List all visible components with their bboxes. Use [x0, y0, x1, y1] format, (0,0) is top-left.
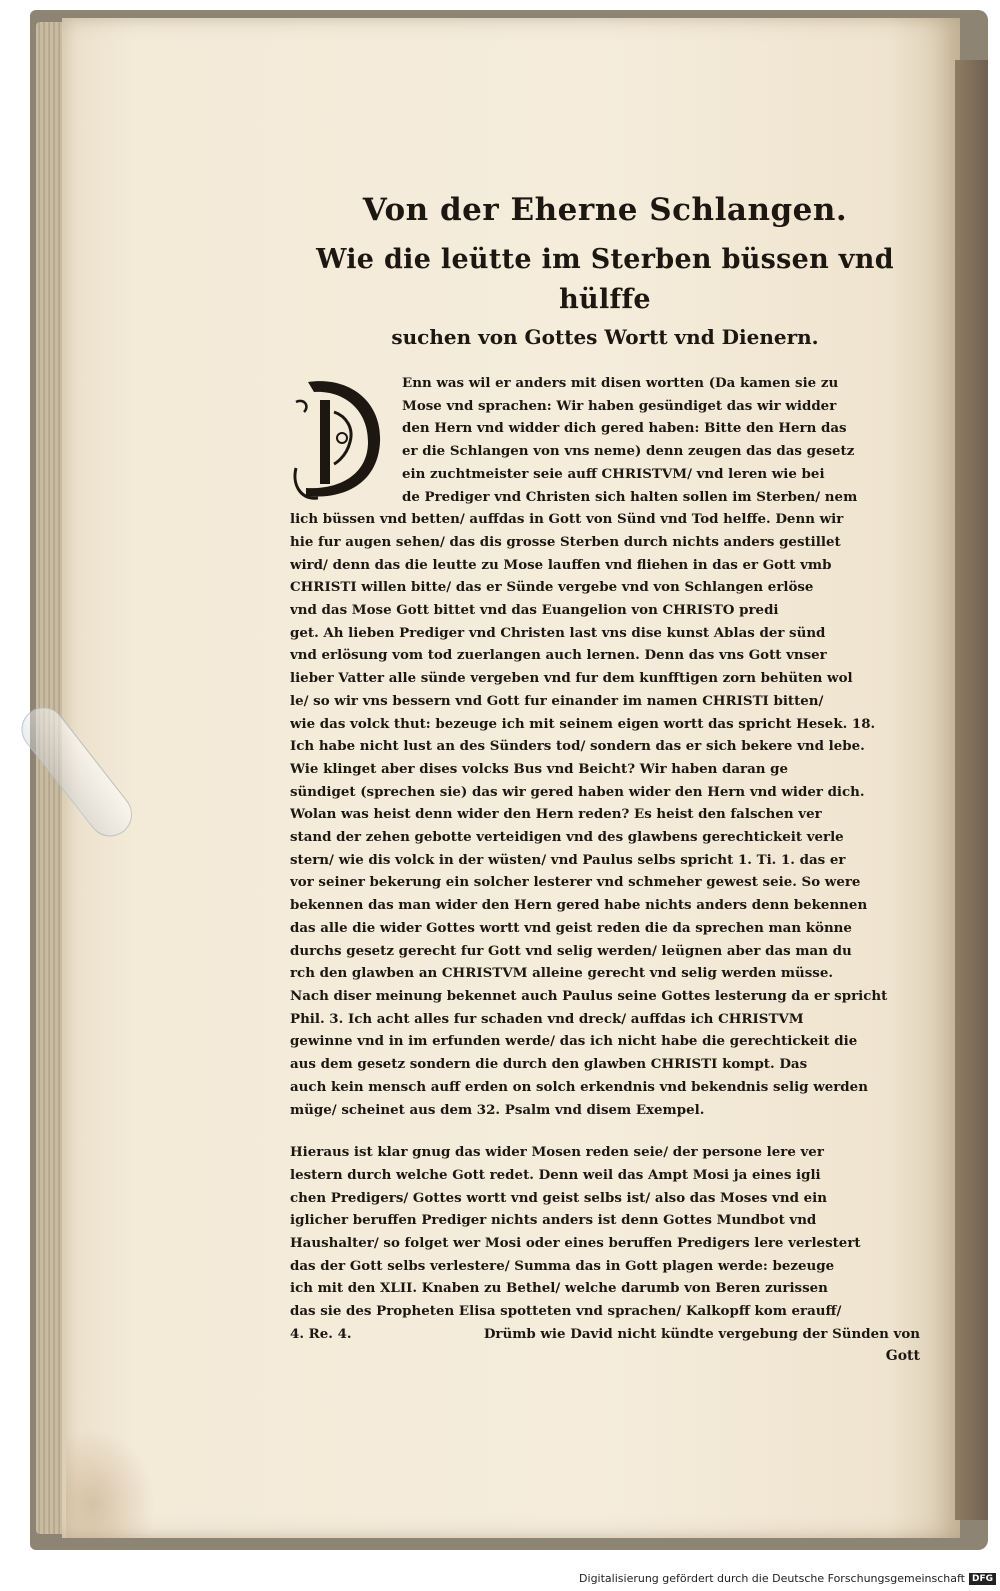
text-line: lich büssen vnd betten/ auffdas in Gott von Sünd vnd Tod helffe. Denn wir: [290, 511, 844, 528]
last-line: [290, 1323, 920, 1346]
text-line: rch den glawben an CHRISTVM alleine gerecht vnd selig werden müsse.: [290, 965, 834, 982]
paragraph-2: [290, 758, 920, 1121]
text-line: hie fur augen sehen/ das dis grosse Sterben durch nichts anders gestillet: [290, 533, 841, 550]
text-line: stern/ wie dis volck in der wüsten/ vnd Paulus selbs spricht 1. Ti. 1. das er: [290, 851, 846, 868]
text-line: den Hern vnd widder dich gered haben: Bitte den Hern das: [402, 420, 847, 437]
subtitle-line-2: suchen von Gottes Wortt vnd Dienern.: [391, 325, 819, 349]
text-line: Mose vnd sprachen: Wir haben gesündiget das wir widder: [402, 397, 837, 414]
dfg-logo-icon: DFG: [969, 1573, 996, 1585]
page-title: Von der Eherne Schlangen.: [362, 192, 848, 228]
text-line: lestern durch welche Gott redet. Denn weil das Ampt Mosi ja eines igli: [290, 1166, 821, 1183]
first-paragraph-block: [290, 372, 920, 758]
text-line: vnd erlösung vom tod zuerlangen auch lernen. Denn das vns Gott vnser: [290, 647, 827, 664]
margin-reference: 4. Re. 4.: [290, 1325, 352, 1342]
catchword: Gott: [885, 1347, 920, 1364]
text-line: er die Schlangen von vns neme) denn zeugen das das gesetz: [402, 443, 855, 460]
page-text: [290, 190, 920, 1364]
text-line: vnd das Mose Gott bittet vnd das Euangelion von CHRISTO predi: [290, 602, 779, 619]
text-line: wird/ denn das die leutte zu Mose lauffen vnd fliehen in das er Gott vmb: [290, 556, 832, 573]
text-line: ein zuchtmeister seie auff CHRISTVM/ vnd leren wie bei: [402, 465, 825, 482]
text-line: Haushalter/ so folget wer Mosi oder eines beruffen Predigers lere verlestert: [290, 1235, 861, 1252]
text-line: stand der zehen gebotte verteidigen vnd des glawbens gerechtickeit verle: [290, 829, 844, 846]
credit-text: Digitalisierung gefördert durch die Deutsche Forschungsgemeinschaft: [579, 1572, 965, 1585]
text-line: bekennen das man wider den Hern gered habe nichts anders denn bekennen: [290, 897, 868, 914]
text-line: Hieraus ist klar gnug das wider Mosen reden seie/ der persone lere ver: [290, 1144, 824, 1161]
page-stain: [66, 1428, 156, 1538]
text-line: aus dem gesetz sondern die durch den glawben CHRISTI kompt. Das: [290, 1056, 808, 1073]
drop-cap-d-icon: [290, 372, 386, 506]
text-line: gewinne vnd in im erfunden werde/ das ich nicht habe die gerechtickeit die: [290, 1033, 858, 1050]
text-line: Phil. 3. Ich acht alles fur schaden vnd dreck/ auffdas ich CHRISTVM: [290, 1010, 804, 1027]
text-line: das sie des Propheten Elisa spotteten vnd sprachen/ Kalkopff kom erauff/: [290, 1303, 842, 1320]
text-line: le/ so wir vns bessern vnd Gott fur einander im namen CHRISTI bitten/: [290, 692, 824, 709]
text-line: lieber Vatter alle sünde vergeben vnd fur dem kunfftigen zorn behüten wol: [290, 670, 853, 687]
text-line: Wolan was heist denn wider den Hern reden? Es heist den falschen ver: [290, 806, 822, 823]
text-line: iglicher beruffen Prediger nichts anders ist denn Gottes Mundbot vnd: [290, 1212, 817, 1229]
last-line-text: Drümb wie David nicht kündte vergebung der Sünden von: [483, 1325, 920, 1342]
text-line: auch kein mensch auff erden on solch erkendnis vnd bekendnis selig werden: [290, 1078, 868, 1095]
text-line: wie das volck thut: bezeuge ich mit seinem eigen wortt das spricht Hesek. 18.: [290, 715, 876, 732]
text-line: CHRISTI willen bitte/ das er Sünde vergebe vnd von Schlangen erlöse: [290, 579, 814, 596]
text-line: das alle die wider Gottes wortt vnd geist reden die da sprechen man könne: [290, 919, 852, 936]
text-line: Enn was wil er anders mit disen wortten (Da kamen sie zu: [402, 375, 839, 391]
text-line: get. Ah lieben Prediger vnd Christen last vns dise kunst Ablas der sünd: [290, 624, 826, 641]
text-line: durchs gesetz gerecht fur Gott vnd selig werden/ leügnen aber das man du: [290, 942, 852, 959]
text-line: chen Predigers/ Gottes wortt vnd geist selbs ist/ also das Moses vnd ein: [290, 1189, 827, 1206]
binding-shadow: [955, 60, 988, 1520]
digitization-credit: [579, 1572, 996, 1585]
text-line: Ich habe nicht lust an des Sünders tod/ sondern das er sich bekere vnd lebe.: [290, 738, 865, 755]
text-line: sündiget (sprechen sie) das wir gered haben wider den Hern vnd wider dich.: [290, 783, 865, 800]
text-line: ich mit den XLII. Knaben zu Bethel/ welche darumb von Beren zurissen: [290, 1280, 828, 1297]
subtitle-line-1: Wie die leütte im Sterben büssen vnd hülffe: [316, 244, 894, 315]
text-line: vor seiner bekerung ein solcher lesterer vnd schmeher gewest seie. So were: [290, 874, 861, 891]
text-line: Nach diser meinung bekennet auch Paulus seine Gottes lesterung da er spricht: [290, 987, 888, 1004]
text-line: de Prediger vnd Christen sich halten sollen im Sterben/ nem: [402, 488, 858, 505]
text-line: das der Gott selbs verlestere/ Summa das in Gott plagen werde: bezeuge: [290, 1257, 835, 1274]
text-line: Wie klinget aber dises volcks Bus vnd Beicht? Wir haben daran ge: [290, 760, 789, 777]
paragraph-3: [290, 1141, 920, 1323]
text-line: müge/ scheinet aus dem 32. Psalm vnd disem Exempel.: [290, 1101, 705, 1118]
